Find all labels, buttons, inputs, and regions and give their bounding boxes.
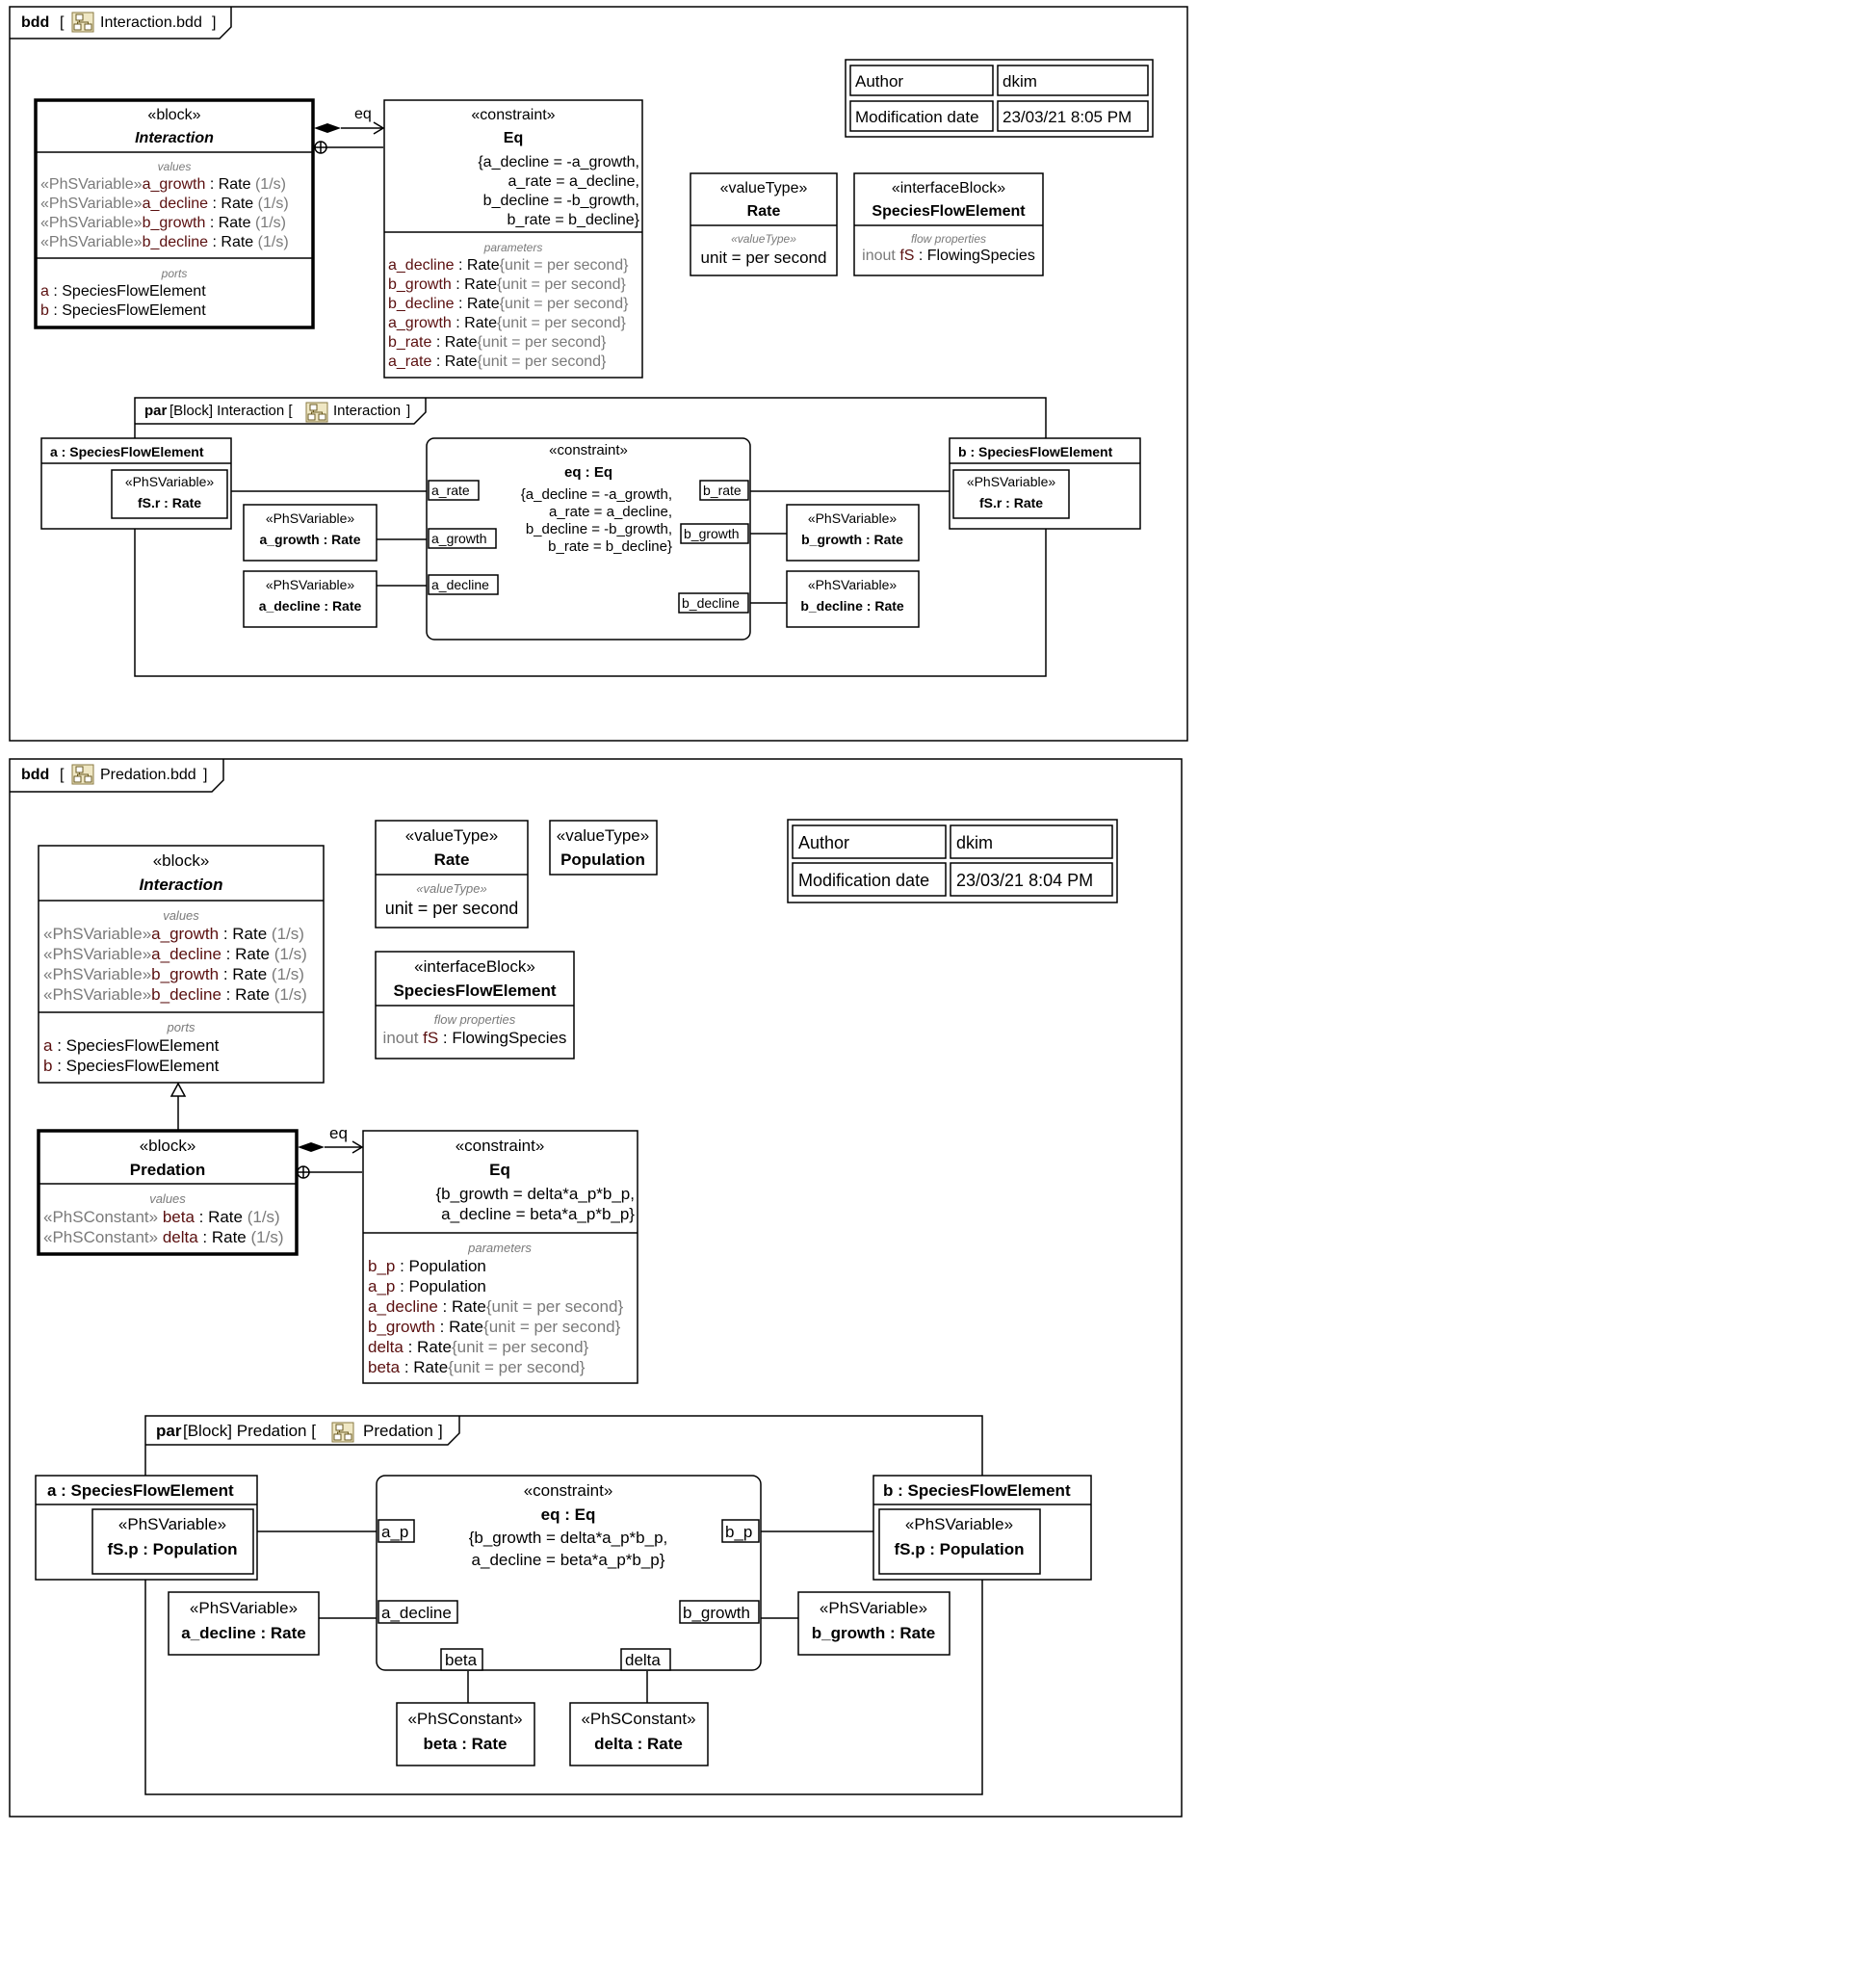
constraint-name: eq : Eq	[540, 1505, 596, 1524]
value-property: «PhSVariable»a_growth : Rate (1/s)	[40, 176, 286, 193]
valuetype-unit: unit = per second	[700, 248, 827, 267]
valuetype-stereotype: «valueType»	[404, 826, 499, 845]
composition-association[interactable]	[298, 1124, 362, 1178]
block-stereotype: «block»	[139, 1137, 196, 1155]
valuetype-stereotype: «valueType»	[719, 180, 808, 196]
constraint-name: Eq	[503, 130, 524, 146]
interaction-block[interactable]	[36, 100, 313, 327]
constraint-stereotype: «constraint»	[523, 1481, 613, 1500]
property-name: b_growth : Rate	[801, 532, 903, 547]
pin-label: a_growth	[431, 531, 487, 546]
constraint-parameter: a_p : Population	[368, 1277, 486, 1295]
values-compartment-label: values	[163, 908, 199, 923]
par-frame-bracket-close: ]	[438, 1422, 443, 1440]
diagram-info-table	[788, 820, 1117, 902]
info-value: 23/03/21 8:05 PM	[1003, 108, 1133, 126]
value-property: «PhSConstant» beta : Rate (1/s)	[43, 1208, 280, 1226]
property-stereotype: «PhSVariable»	[117, 1515, 227, 1533]
pin-a-growth[interactable]	[429, 529, 496, 548]
eq-constraint-property[interactable]	[377, 1476, 761, 1670]
rate-valuetype[interactable]	[376, 821, 528, 928]
value-property: «PhSVariable»a_decline : Rate (1/s)	[43, 945, 307, 963]
value-property: «PhSVariable»b_decline : Rate (1/s)	[40, 234, 289, 250]
pin-a-decline[interactable]	[429, 575, 498, 594]
interface-stereotype: «interfaceBlock»	[414, 957, 535, 976]
pin-b-p[interactable]	[722, 1520, 759, 1542]
pin-label: delta	[625, 1651, 661, 1669]
valuetype-compartment-label: «valueType»	[416, 881, 487, 896]
block-stereotype: «block»	[147, 107, 201, 123]
constraint-equation: a_rate = a_decline,	[548, 504, 672, 520]
part-title: b : SpeciesFlowElement	[883, 1481, 1071, 1500]
property-stereotype: «PhSVariable»	[189, 1599, 299, 1617]
value-property: «PhSVariable»b_growth : Rate (1/s)	[40, 215, 286, 231]
info-key: Modification date	[855, 108, 979, 126]
constraint-name: eq : Eq	[563, 464, 613, 481]
values-compartment-label: values	[149, 1191, 186, 1206]
part-b-species-flow-element[interactable]	[950, 438, 1140, 529]
interaction-bdd-kind: bdd	[21, 14, 50, 31]
value-property: «PhSVariable»a_growth : Rate (1/s)	[43, 925, 304, 943]
ports-compartment-label: ports	[161, 267, 188, 280]
flow-properties-label: flow properties	[910, 232, 987, 246]
constraint-parameter: beta : Rate{unit = per second}	[368, 1358, 586, 1376]
interface-stereotype: «interfaceBlock»	[891, 180, 1006, 196]
property-name: delta : Rate	[594, 1735, 683, 1753]
bdd-diagram-icon	[72, 13, 93, 32]
pin-beta[interactable]	[441, 1649, 482, 1670]
bdd-diagram-icon	[72, 765, 93, 784]
valuetype-stereotype: «valueType»	[556, 826, 650, 845]
constraint-equation: {a_decline = -a_growth,	[478, 154, 639, 170]
info-key: Modification date	[798, 871, 930, 890]
constraint-stereotype: «constraint»	[471, 107, 556, 123]
constraint-equation: a_rate = a_decline,	[508, 173, 639, 190]
flow-properties-label: flow properties	[433, 1012, 516, 1027]
property-name: fS.r : Rate	[978, 495, 1044, 510]
parameters-compartment-label: parameters	[468, 1241, 532, 1255]
flow-property: inout fS : FlowingSpecies	[862, 248, 1035, 264]
value-property: «PhSVariable»a_decline : Rate (1/s)	[40, 196, 289, 212]
value-property: «PhSVariable»b_decline : Rate (1/s)	[43, 985, 307, 1004]
variable-a-decline[interactable]	[244, 571, 377, 627]
species-flow-element-interface[interactable]	[376, 952, 574, 1059]
property-stereotype: «PhSVariable»	[124, 474, 215, 489]
constraint-parameter: a_decline : Rate{unit = per second}	[368, 1297, 624, 1316]
variable-b-growth[interactable]	[798, 1592, 950, 1655]
eq-constraint-block[interactable]	[363, 1131, 638, 1383]
pin-b-growth[interactable]	[680, 1601, 759, 1623]
par-kind: par	[156, 1422, 182, 1440]
constant-delta[interactable]	[570, 1703, 708, 1766]
part-title: a : SpeciesFlowElement	[47, 1481, 234, 1500]
predation-bdd-title: Predation.bdd	[100, 767, 196, 783]
property-name: b_decline : Rate	[800, 598, 904, 614]
valuetype-name: Rate	[433, 850, 470, 869]
info-key: Author	[798, 833, 850, 852]
property-stereotype: «PhSVariable»	[807, 577, 898, 592]
interaction-bdd-bracket-close: ]	[212, 14, 217, 31]
pin-a-decline[interactable]	[378, 1601, 457, 1623]
property-name: a_growth : Rate	[259, 532, 361, 547]
par-frame-bracket-close: ]	[406, 403, 411, 419]
constraint-equation: {a_decline = -a_growth,	[520, 486, 672, 503]
port-property: b : SpeciesFlowElement	[43, 1057, 220, 1075]
valuetype-unit: unit = per second	[384, 899, 519, 918]
property-name: a_decline : Rate	[258, 598, 362, 614]
interaction-par-diagram	[41, 398, 1140, 676]
block-name: Interaction	[135, 130, 214, 146]
property-name: b_growth : Rate	[811, 1624, 936, 1642]
valuetype-name: Population	[560, 850, 645, 869]
part-a-species-flow-element[interactable]	[36, 1476, 257, 1580]
interaction-bdd-bracket-open: [	[60, 14, 65, 31]
part-a-species-flow-element[interactable]	[41, 438, 231, 529]
constraint-equation: b_rate = b_decline}	[507, 212, 639, 228]
association-role-label: eq	[354, 106, 372, 122]
constraint-parameter: a_rate : Rate{unit = per second}	[388, 353, 607, 370]
predation-bdd-bracket-close: ]	[203, 767, 208, 783]
pin-label: b_growth	[684, 526, 740, 541]
part-b-species-flow-element[interactable]	[873, 1476, 1091, 1580]
part-title: b : SpeciesFlowElement	[958, 444, 1113, 459]
property-name: a_decline : Rate	[181, 1624, 306, 1642]
block-name: Predation	[129, 1161, 206, 1179]
association-role-label: eq	[329, 1124, 348, 1142]
values-compartment-label: values	[157, 160, 192, 173]
pin-label: b_decline	[682, 595, 740, 611]
par-diagram-icon	[306, 403, 327, 422]
property-stereotype: «PhSVariable»	[265, 510, 355, 526]
valuetype-name: Rate	[746, 203, 781, 220]
par-frame-name: Predation	[363, 1422, 433, 1440]
interaction-block[interactable]	[39, 846, 324, 1083]
ports-compartment-label: ports	[167, 1020, 195, 1034]
constraint-equation: b_decline = -b_growth,	[482, 193, 639, 209]
variable-a-decline[interactable]	[169, 1592, 319, 1655]
constraint-equation: {b_growth = delta*a_p*b_p,	[435, 1185, 635, 1203]
property-name: beta : Rate	[423, 1735, 508, 1753]
value-property: «PhSConstant» delta : Rate (1/s)	[43, 1228, 284, 1246]
variable-b-decline[interactable]	[787, 571, 919, 627]
par-frame-label: [Block] Predation [	[183, 1422, 316, 1440]
pin-label: b_growth	[683, 1604, 750, 1622]
constraint-stereotype: «constraint»	[549, 442, 628, 458]
constraint-equation: b_decline = -b_growth,	[525, 521, 672, 537]
interface-name: SpeciesFlowElement	[872, 203, 1026, 220]
parameters-compartment-label: parameters	[483, 241, 543, 254]
port-property: a : SpeciesFlowElement	[43, 1036, 220, 1055]
info-value: dkim	[1003, 72, 1037, 91]
eq-constraint-block[interactable]	[384, 100, 642, 378]
property-stereotype: «PhSConstant»	[581, 1710, 696, 1728]
constraint-equation: a_decline = beta*a_p*b_p}	[441, 1205, 635, 1223]
par-frame-name: Interaction	[333, 403, 402, 419]
pin-label: a_decline	[381, 1604, 452, 1622]
property-stereotype: «PhSVariable»	[265, 577, 355, 592]
pin-label: a_p	[381, 1523, 409, 1541]
interaction-bdd-diagram	[10, 7, 1187, 741]
interface-name: SpeciesFlowElement	[393, 981, 557, 1000]
port-property: b : SpeciesFlowElement	[40, 302, 206, 319]
population-valuetype[interactable]	[550, 821, 657, 875]
constraint-parameter: a_growth : Rate{unit = per second}	[388, 315, 626, 331]
property-stereotype: «PhSConstant»	[407, 1710, 523, 1728]
constraint-parameter: b_growth : Rate{unit = per second}	[388, 276, 626, 293]
generalization-arrow[interactable]	[171, 1084, 185, 1131]
species-flow-element-interface[interactable]	[854, 173, 1043, 275]
port-property: a : SpeciesFlowElement	[40, 283, 206, 300]
constraint-parameter: delta : Rate{unit = per second}	[368, 1338, 589, 1356]
constant-beta[interactable]	[397, 1703, 534, 1766]
block-name: Interaction	[139, 876, 223, 894]
property-name: fS.r : Rate	[137, 495, 202, 510]
predation-par-diagram	[36, 1416, 1091, 1794]
par-frame-label: [Block] Interaction [	[169, 403, 293, 419]
info-value: 23/03/21 8:04 PM	[956, 871, 1094, 890]
diagram-info-table	[846, 60, 1153, 137]
valuetype-compartment-label: «valueType»	[731, 232, 796, 246]
pin-label: b_rate	[703, 483, 742, 498]
par-diagram-icon	[332, 1423, 353, 1442]
predation-bdd-diagram	[10, 759, 1182, 1817]
pin-a-rate[interactable]	[429, 481, 479, 500]
variable-a-growth[interactable]	[244, 505, 377, 561]
constraint-parameter: b_rate : Rate{unit = per second}	[388, 334, 607, 351]
constraint-stereotype: «constraint»	[455, 1137, 545, 1155]
predation-bdd-kind: bdd	[21, 767, 50, 783]
constraint-parameter: b_decline : Rate{unit = per second}	[388, 296, 629, 312]
property-stereotype: «PhSVariable»	[819, 1599, 928, 1617]
value-property: «PhSVariable»b_growth : Rate (1/s)	[43, 965, 304, 983]
constraint-parameter: a_decline : Rate{unit = per second}	[388, 257, 629, 274]
rate-valuetype[interactable]	[690, 173, 837, 275]
block-stereotype: «block»	[152, 851, 210, 870]
pin-label: a_rate	[431, 483, 470, 498]
info-key: Author	[855, 72, 904, 91]
property-stereotype: «PhSVariable»	[807, 510, 898, 526]
composition-association[interactable]	[314, 106, 383, 153]
interaction-bdd-title: Interaction.bdd	[100, 14, 202, 31]
pin-delta[interactable]	[621, 1649, 670, 1670]
constraint-parameter: b_p : Population	[368, 1257, 486, 1275]
predation-block[interactable]	[39, 1131, 297, 1254]
variable-b-growth[interactable]	[787, 505, 919, 561]
pin-label: b_p	[725, 1523, 753, 1541]
constraint-parameter: b_growth : Rate{unit = per second}	[368, 1318, 621, 1336]
constraint-equation: a_decline = beta*a_p*b_p}	[471, 1551, 665, 1569]
part-title: a : SpeciesFlowElement	[50, 444, 204, 459]
pin-label: beta	[445, 1651, 478, 1669]
constraint-equation: b_rate = b_decline}	[548, 538, 672, 555]
property-stereotype: «PhSVariable»	[904, 1515, 1014, 1533]
par-kind: par	[144, 403, 168, 419]
flow-property: inout fS : FlowingSpecies	[382, 1029, 567, 1047]
pin-label: a_decline	[431, 577, 489, 592]
pin-b-decline[interactable]	[679, 593, 748, 613]
property-stereotype: «PhSVariable»	[966, 474, 1056, 489]
pin-b-growth[interactable]	[681, 524, 748, 543]
info-value: dkim	[956, 833, 994, 852]
constraint-name: Eq	[489, 1161, 510, 1179]
pin-b-rate[interactable]	[700, 481, 748, 500]
pin-a-p[interactable]	[378, 1520, 414, 1542]
predation-bdd-bracket-open: [	[60, 767, 65, 783]
property-name: fS.p : Population	[107, 1540, 238, 1558]
property-name: fS.p : Population	[894, 1540, 1025, 1558]
constraint-equation: {b_growth = delta*a_p*b_p,	[468, 1529, 668, 1547]
